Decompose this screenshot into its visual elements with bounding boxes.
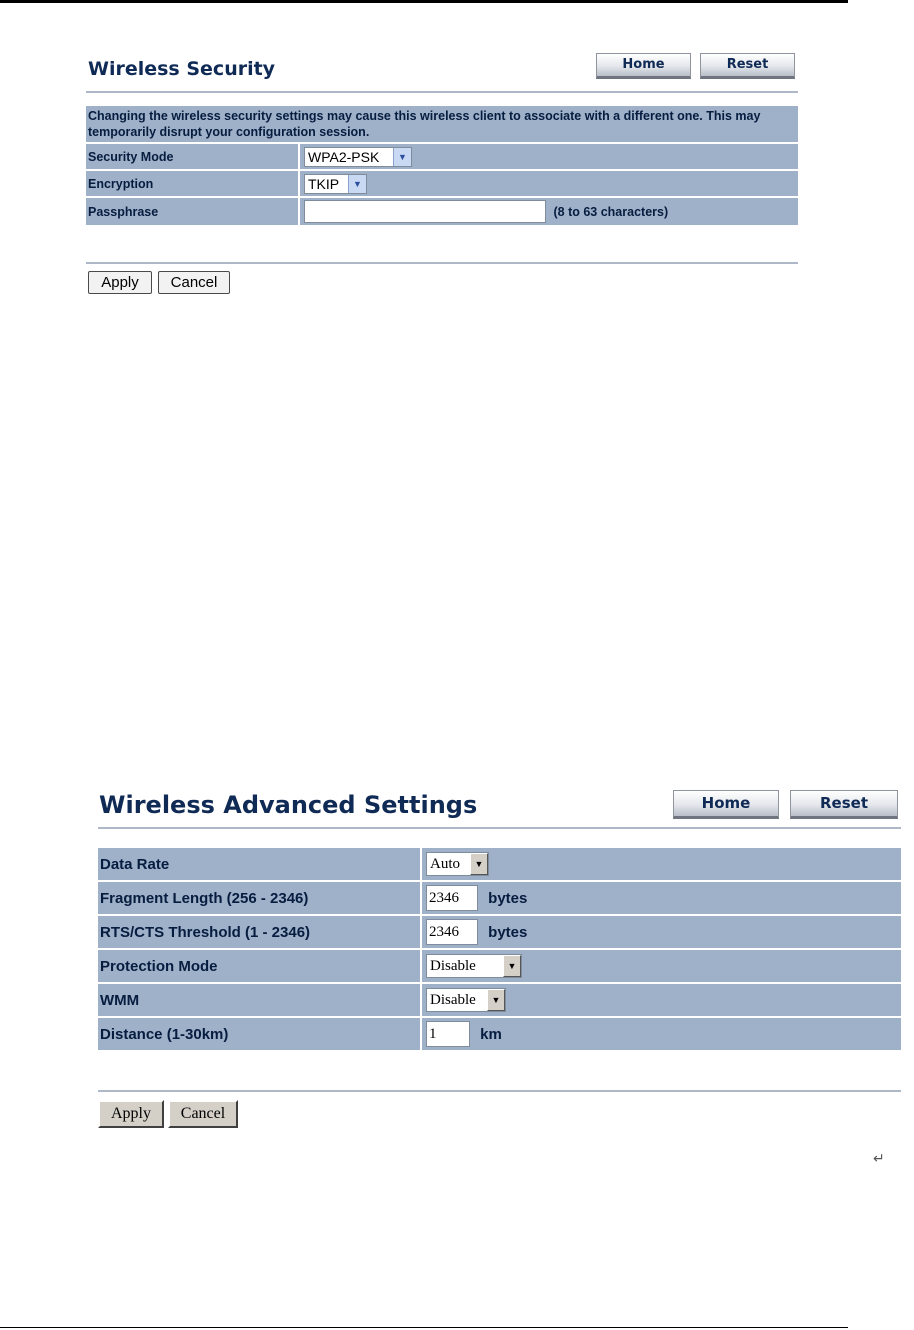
chevron-down-icon[interactable]: ▼ <box>393 148 411 166</box>
encryption-label: Encryption <box>85 170 299 197</box>
encryption-row <box>85 170 799 197</box>
passphrase-label: Passphrase <box>85 197 299 226</box>
advanced-home-button[interactable]: Home <box>673 790 779 819</box>
wireless-advanced-panel <box>0 770 914 1150</box>
chevron-down-icon[interactable]: ▼ <box>503 955 521 977</box>
encryption-select[interactable] <box>304 174 367 194</box>
chevron-down-icon[interactable]: ▼ <box>487 989 505 1011</box>
advanced-page-title: Wireless Advanced Settings <box>99 791 478 819</box>
security-cancel-button[interactable]: Cancel <box>158 271 230 294</box>
advanced-cancel-button[interactable]: Cancel <box>168 1100 238 1128</box>
fragment-length-input[interactable] <box>426 885 478 911</box>
advanced-separator-rule <box>98 1090 901 1092</box>
protection-mode-label: Protection Mode <box>97 949 421 983</box>
security-separator-rule <box>86 262 798 264</box>
chevron-down-icon[interactable]: ▼ <box>348 175 366 193</box>
wmm-row <box>97 983 902 1017</box>
distance-label: Distance (1-30km) <box>97 1017 421 1051</box>
passphrase-input[interactable] <box>304 200 546 223</box>
encryption-value: TKIP <box>308 175 340 192</box>
advanced-settings-table <box>96 846 903 1052</box>
passphrase-row <box>85 197 799 226</box>
rts-cts-unit: bytes <box>488 923 528 941</box>
wireless-security-panel <box>0 0 914 310</box>
security-mode-select[interactable] <box>304 147 412 167</box>
page-bottom-rule <box>0 1327 848 1328</box>
distance-unit: km <box>480 1025 502 1043</box>
distance-row <box>97 1017 902 1051</box>
chevron-down-icon[interactable]: ▼ <box>470 853 488 875</box>
fragment-length-row <box>97 881 902 915</box>
advanced-reset-button[interactable]: Reset <box>790 790 898 819</box>
advanced-apply-button[interactable]: Apply <box>98 1100 164 1128</box>
distance-input[interactable] <box>426 1021 470 1047</box>
fragment-length-label: Fragment Length (256 - 2346) <box>97 881 421 915</box>
security-home-button[interactable]: Home <box>596 53 691 79</box>
data-rate-label: Data Rate <box>97 847 421 881</box>
data-rate-row <box>97 847 902 881</box>
protection-mode-value: Disable <box>430 957 476 974</box>
security-mode-value: WPA2-PSK <box>308 148 380 165</box>
fragment-length-unit: bytes <box>488 889 528 907</box>
data-rate-value: Auto <box>430 855 460 872</box>
protection-mode-row <box>97 949 902 983</box>
wmm-label: WMM <box>97 983 421 1017</box>
security-page-title: Wireless Security <box>88 58 276 80</box>
protection-mode-select[interactable] <box>426 954 522 978</box>
advanced-title-rule <box>98 827 901 829</box>
passphrase-hint: (8 to 63 characters) <box>553 204 669 219</box>
security-mode-label: Security Mode <box>85 143 299 170</box>
security-title-rule <box>86 91 798 93</box>
return-mark-icon: ↵ <box>873 1150 885 1166</box>
security-notice: Changing the wireless security settings may cause this wireless client to associate with a different one. This may temporarily disrupt your configuration session. <box>85 105 799 143</box>
security-apply-button[interactable]: Apply <box>88 271 152 294</box>
security-notice-row <box>85 105 799 143</box>
security-reset-button[interactable]: Reset <box>700 53 795 79</box>
security-settings-table <box>84 104 800 227</box>
data-rate-select[interactable] <box>426 852 489 876</box>
rts-cts-row <box>97 915 902 949</box>
wmm-select[interactable] <box>426 988 506 1012</box>
rts-cts-input[interactable] <box>426 919 478 945</box>
wmm-value: Disable <box>430 991 476 1008</box>
security-mode-row <box>85 143 799 170</box>
rts-cts-label: RTS/CTS Threshold (1 - 2346) <box>97 915 421 949</box>
